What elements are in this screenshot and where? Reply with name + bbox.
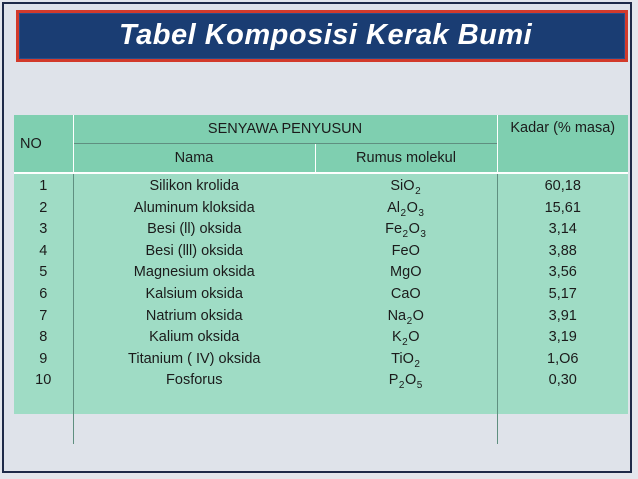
column-nama: [73, 173, 315, 444]
cell-nama: Kalsium oksida: [145, 285, 243, 302]
slide-frame: [2, 2, 632, 473]
cell-no: 1: [39, 178, 48, 194]
cell-kadar: 60,18: [544, 178, 581, 194]
cell-nama: Aluminum kloksida: [133, 199, 255, 216]
cell-no: 3: [39, 221, 48, 238]
cell-no: 4: [39, 242, 48, 259]
column-kadar: [497, 173, 628, 444]
cell-kadar: 3,56: [548, 264, 577, 281]
cell-rumus: $Fe_2O_3$: [385, 221, 426, 241]
cell-rumus: MgO: [390, 264, 422, 281]
cell-rumus: $P_2O_5$: [388, 372, 423, 392]
cell-kadar: 3,91: [548, 307, 577, 324]
composition-table: [14, 115, 628, 414]
title-bar: [16, 10, 628, 62]
cell-no: 8: [39, 329, 48, 346]
cell-kadar: 3,88: [548, 242, 577, 259]
cell-rumus: $K_2O$: [392, 329, 420, 349]
cell-no: 10: [35, 372, 52, 389]
cell-nama: Fosforus: [166, 372, 223, 389]
column-rumus: [315, 173, 497, 444]
cell-no: 2: [39, 199, 48, 216]
cell-nama: Titanium ( IV) oksida: [128, 350, 261, 367]
header-no: NO: [14, 115, 73, 173]
cell-nama: Kalium oksida: [149, 329, 240, 346]
cell-no: 5: [39, 264, 48, 281]
cell-rumus: $Na_2O$: [387, 307, 424, 327]
header-kadar: Kadar (% masa): [497, 115, 628, 173]
cell-rumus: TiO$_2$: [391, 350, 420, 370]
cell-kadar: 3,19: [548, 329, 577, 346]
cell-rumus: SiO$_2$: [390, 178, 421, 197]
header-senyawa: SENYAWA PENYUSUN: [73, 115, 497, 144]
cell-rumus: CaO: [390, 285, 421, 302]
cell-kadar: 15,61: [544, 199, 581, 216]
cell-kadar: 5,17: [548, 285, 577, 302]
slide-title: Tabel Komposisi Kerak Bumi: [119, 19, 533, 51]
column-no: [14, 173, 73, 444]
cell-nama: Silikon krolida: [149, 178, 239, 194]
cell-rumus: FeO: [391, 242, 420, 259]
cell-kadar: 1,O6: [547, 350, 579, 367]
cell-no: 9: [39, 350, 48, 367]
cell-kadar: 3,14: [548, 221, 577, 238]
cell-kadar: 0,30: [548, 372, 577, 389]
cell-no: 7: [39, 307, 48, 324]
header-rumus: Rumus molekul: [315, 144, 497, 174]
cell-nama: Natrium oksida: [145, 307, 243, 324]
cell-nama: Besi (ll) oksida: [147, 221, 242, 238]
cell-nama: Besi (lll) oksida: [145, 242, 243, 259]
header-nama: Nama: [73, 144, 315, 174]
cell-no: 6: [39, 285, 48, 302]
cell-rumus: $Al_2O_3$: [387, 199, 424, 219]
cell-nama: Magnesium oksida: [133, 264, 255, 281]
